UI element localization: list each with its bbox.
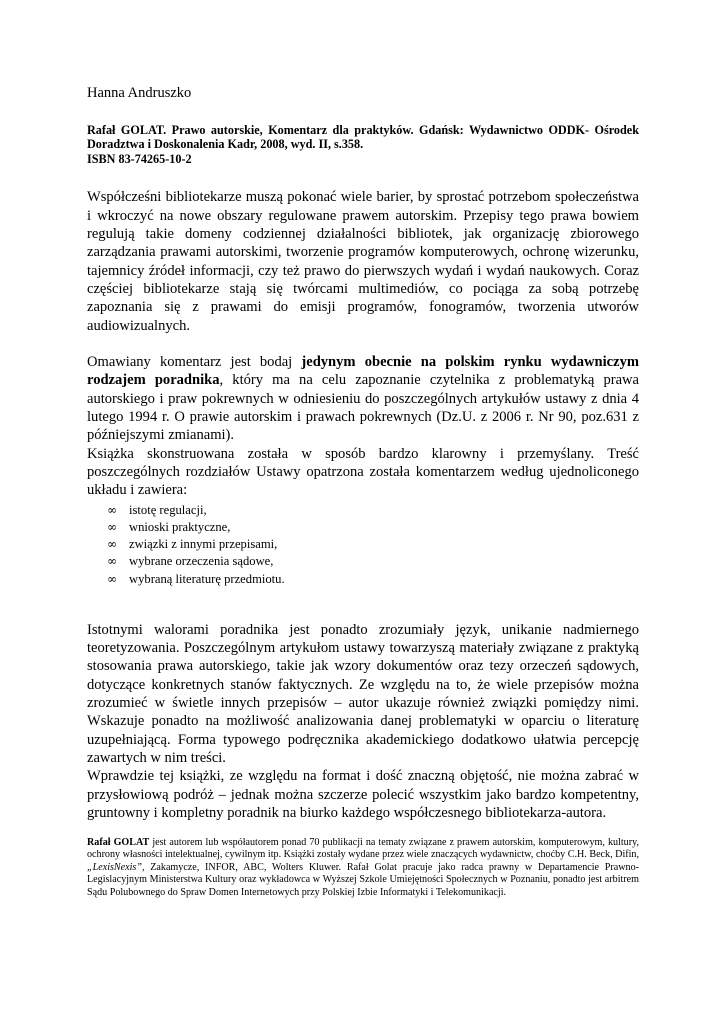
list-item [107,571,639,588]
list-item-text: istotę regulacji, [129,502,207,517]
author-note-text-end: , Zakamycze, INFOR, ABC, Wolters Kluwer. Rafał Golat pracuje jako radca prawny w Departamencie Prawno-Legislacyjnym Ministerstwa Kultury oraz wykładowca w Wyższej Szkole Umiejętności Społecznych w Poznaniu, ponadto jest arbitrem Sądu Polubownego do Spraw Domen Internetowych przy Polskiej Izbie Informatyki i Telekomunikacji. [87,861,639,898]
paragraph-qualities: Istotnymi walorami poradnika jest ponadto zrozumiały język, unikanie nadmiernego teoretyzowania. Poszczególnym artykułom ustawy towarzyszą materiały związane z praktyką stosowania prawa autorskiego, takie jak wzory dokumentów oraz tezy orzeczeń sądowych, dotyczące konkretnych stanów faktycznych. Ze względu na to, że wiele przepisów można zrozumieć w świetle innych przepisów – autor ukazuje również związki pomiędzy nimi. Wskazuje ponadto na możliwość analizowania danej problematyki w oparciu o literaturę uzupełniającą. Forma typowego podręcznika akademickiego dodatkowo ułatwia percepcję zawartych w nim treści. [87,621,639,767]
infinity-bullet-icon: ∞ [107,554,117,569]
paragraph-intro: Współcześni bibliotekarze muszą pokonać wiele barier, by sprostać potrzebom społeczeństwa i wkroczyć na nowe obszary regulowane prawem autorskim. Przepisy tego prawa bowiem regulują takie domeny codziennej działalności bibliotek, jak organizację zbiorowego zarządzania prawami autorskimi, tworzenie programów komputerowych, ochronę wizerunku, tajemnicy źródeł informacji, czy też prawo do pierwszych wydań i wydań naukowych. Coraz częściej bibliotekarze stają się twórcami multimediów, co pociąga za sobą potrzebę zapoznania się z prawami do emisji programów, fonogramów, tworzenia utworów audiowizualnych. [87,189,639,334]
paragraph-commentary-emphasis: jedynym obecnie na polskim rynku wydawniczym rodzajem poradnika [87,353,639,389]
infinity-bullet-icon: ∞ [107,519,117,534]
paragraph-commentary [87,353,639,445]
list-item [107,553,639,570]
paragraph-spacer [87,603,639,621]
paragraph-commentary-start: Omawiany komentarz jest bodaj [87,353,302,370]
author-note-publisher-italic: „LexisNexis” [87,861,142,873]
list-item [107,519,639,536]
contents-list [87,502,639,588]
review-author: Hanna Andruszko [87,85,192,101]
author-note-name: Rafał GOLAT [87,836,150,848]
infinity-bullet-icon: ∞ [107,537,117,552]
infinity-bullet-icon: ∞ [107,502,117,517]
bibliographic-citation: Rafał GOLAT. Prawo autorskie, Komentarz dla praktyków. Gdańsk: Wydawnictwo ODDK- Ośrodek Doradztwa i Doskonalenia Kadr, 2008, wyd. II, s.358. [87,123,639,152]
paragraph-spacer [87,335,639,353]
bibliographic-entry [87,123,639,166]
author-note-text-start: jest autorem lub współautorem ponad 70 publikacji na tematy związane z prawem autorskim, komputerowym, kultury, ochrony własności intelektualnej, cywilnym itp. Książki zostały wydane przez wiele znaczących wydawnictw, choćby C.H. Beck, Difin, [87,836,639,861]
paragraph-structure: Książka skonstruowana została w sposób bardzo klarowny i przemyślany. Treść poszczególnych rozdziałów Ustawy opatrzona została komentarzem według ujednoliconego układu i zawiera: [87,445,639,499]
list-item [107,502,639,519]
infinity-bullet-icon: ∞ [107,571,117,586]
list-item-text: związki z innymi przepisami, [129,537,278,552]
paragraph-commentary-end: , który ma na celu zapoznanie czytelnika z problematyką prawa autorskiego i praw pokrewnych w odniesieniu do poszczególnych artykułów ustawy z dnia 4 lutego 1994 r. O prawie autorskim i prawach pokrewnych (Dz.U. z 2006 r. Nr 90, poz.631 z późniejszymi zmianami). [87,372,639,444]
list-item [107,536,639,553]
paragraph-recommendation: Wprawdzie tej książki, ze względu na format i dość znaczną objętość, nie można zabrać w przysłowiową podróż – jednak można szczerze polecić wszystkim jako bardzo kompetentny, gruntowny i kompletny poradnik na biurko każdego współczesnego bibliotekarza-autora. [87,768,639,822]
list-item-text: wybraną literaturę przedmiotu. [129,571,285,586]
list-item-text: wnioski praktyczne, [129,519,231,534]
isbn: ISBN 83-74265-10-2 [87,151,192,166]
author-note [87,837,639,900]
list-item-text: wybrane orzeczenia sądowe, [129,554,274,569]
document-page [87,84,639,899]
